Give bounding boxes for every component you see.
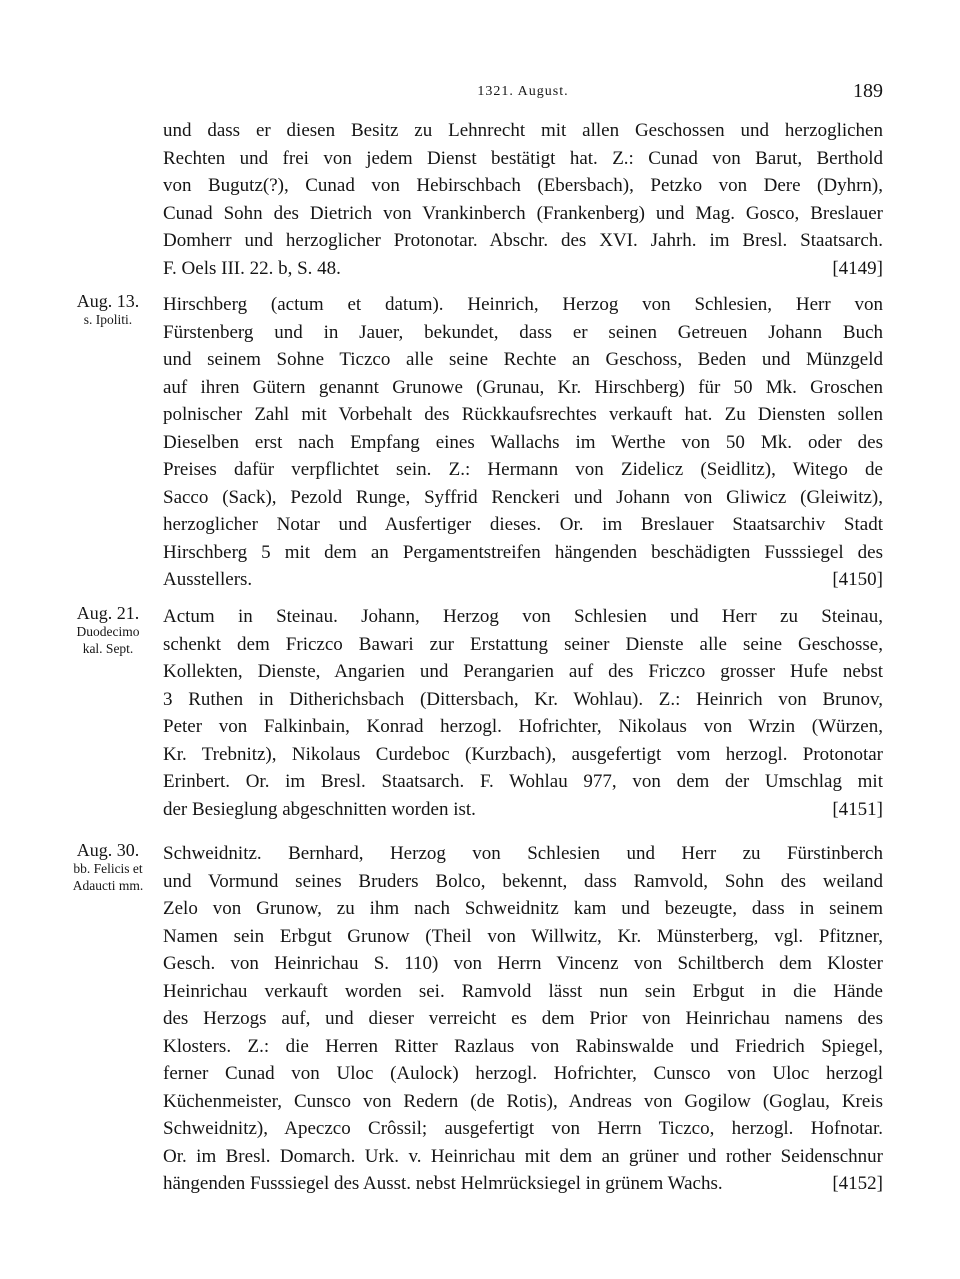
text-line: Fürstenberg und in Jauer, bekundet, dass er seinen Getreuen Johann Buch <box>163 321 883 343</box>
entry-number: [4149] <box>832 257 883 279</box>
margin-note <box>60 603 156 657</box>
margin-date: Aug. 13. <box>76 291 140 311</box>
text-line-last <box>163 1170 883 1198</box>
text-line: 3 Ruthen in Ditherichsbach (Dittersbach, Kr. Wohlau). Z.: Heinrich von Brunov, <box>163 688 883 710</box>
header-title: 1321. August. <box>477 84 569 99</box>
text-line: und Vormund seines Bruders Bolco, bekennt, dass Ramvold, Sohn des weiland <box>163 870 883 892</box>
entry-number: [4152] <box>832 1173 883 1194</box>
text-line: Hirschberg 5 mit dem an Pergamentstreifen hängenden beschädigten Fusssiegel des <box>163 541 883 563</box>
page-number: 189 <box>853 80 883 102</box>
text-line: auf ihren Gütern genannt Grunowe (Grunau, Kr. Hirschberg) für 50 Mk. Groschen <box>163 376 883 398</box>
text-line: von Bugutz(?), Cunad von Hebirschbach (Ebersbach), Petzko von Dere (Dyhrn), <box>163 175 883 196</box>
text-line: herzoglicher Notar und Ausfertiger dieses. Or. im Breslauer Staatsarchiv Stadt <box>163 514 883 535</box>
text-line: polnischer Zahl mit Vorbehalt des Rückkaufsrechtes verkauft hat. Zu Diensten sollen <box>163 404 883 425</box>
entry-text <box>163 840 883 1198</box>
text-line-last <box>163 255 883 283</box>
text-line-last <box>163 566 883 594</box>
text-line: Kollekten, Dienste, Angarien und Perangarien auf des Friczco grosser Hufe nebst <box>163 661 883 682</box>
margin-feast: kal. Sept. <box>82 641 134 656</box>
text-line: Zelo von Grunow, zu ihm nach Schweidnitz kam und bezeugte, dass in seinem <box>163 898 883 919</box>
margin-note <box>60 291 156 328</box>
text-line: Rechten und frei von jedem Dienst bestätigt hat. Z.: Cunad von Barut, Berthold <box>163 147 883 169</box>
entry-number: [4151] <box>832 798 883 820</box>
text-line: Peter von Falkinbain, Konrad herzogl. Hofrichter, Nikolaus von Wrzin (Würzen, <box>163 716 883 737</box>
text-line: Preises dafür verpflichtet sein. Z.: Hermann von Zidelicz (Seidlitz), Witego de <box>163 459 883 480</box>
last-line-text: hängenden Fusssiegel des Ausst. nebst Helmrücksiegel in grünem Wachs. <box>163 1173 723 1194</box>
text-line: Cunad Sohn des Dietrich von Vrankinberch (Frankenberg) und Mag. Gosco, Breslauer <box>163 202 883 224</box>
text-line: Domherr und herzoglicher Protonotar. Abschr. des XVI. Jahrh. im Bresl. Staatsarch. <box>163 230 883 251</box>
entry-text <box>163 291 883 594</box>
text-line: Dieselben erst nach Empfang eines Wallachs im Werthe von 50 Mk. oder des <box>163 431 883 453</box>
running-header <box>163 80 883 104</box>
text-line: Schweidnitz), Apeczco Crôssil; ausgefertigt von Herrn Ticzco, herzogl. Hofnotar. <box>163 1118 883 1139</box>
text-line: Küchenmeister, Cunsco von Redern (de Rotis), Andreas von Gogilow (Goglau, Kreis <box>163 1090 883 1112</box>
margin-note <box>60 840 156 894</box>
margin-feast: Duodecimo <box>76 624 140 639</box>
text-line: und seinem Sohne Ticzco alle seine Rechte an Geschoss, Beden und Münzgeld <box>163 349 883 370</box>
entry-text <box>163 603 883 823</box>
text-line: Klosters. Z.: die Herren Ritter Razlaus von Rabinswalde und Friedrich Spiegel, <box>163 1035 883 1057</box>
text-line: Sacco (Sack), Pezold Runge, Syffrid Renckeri und Johann von Gliwicz (Gleiwitz), <box>163 486 883 508</box>
margin-feast: s. Ipoliti. <box>83 312 133 327</box>
margin-feast: Adaucti mm. <box>72 878 144 893</box>
text-line: ferner Cunad von Uloc (Aulock) herzogl. Hofrichter, Cunsco von Uloc herzogl <box>163 1063 883 1084</box>
margin-feast: bb. Felicis et <box>73 861 143 876</box>
text-line: Hirschberg (actum et datum). Heinrich, Herzog von Schlesien, Herr von <box>163 294 883 315</box>
entry-text <box>163 117 883 282</box>
text-line-last <box>163 796 883 824</box>
text-line: Kr. Trebnitz), Nikolaus Curdeboc (Kurzbach), ausgefertigt vom herzogl. Protonotar <box>163 743 883 765</box>
text-line: Namen sein Erbgut Grunow (Theil von Willwitz, Kr. Münsterberg, vgl. Pfitzner, <box>163 925 883 947</box>
entry-number: [4150] <box>832 569 883 590</box>
text-line: Actum in Steinau. Johann, Herzog von Schlesien und Herr zu Steinau, <box>163 606 883 627</box>
last-line-text: F. Oels III. 22. b, S. 48. <box>163 257 341 279</box>
text-line: Erinbert. Or. im Bresl. Staatsarch. F. Wohlau 977, von dem der Umschlag mit <box>163 771 883 792</box>
last-line-text: der Besieglung abgeschnitten worden ist. <box>163 798 476 820</box>
text-line: schenkt dem Friczco Bawari zur Erstattung seiner Dienste alle seine Geschosse, <box>163 633 883 655</box>
margin-date: Aug. 30. <box>76 840 140 860</box>
text-line: Gesch. von Heinrichau S. 110) von Herrn Vincenz von Schiltberch dem Kloster <box>163 953 883 974</box>
margin-date: Aug. 21. <box>76 603 140 623</box>
text-line: des Herzogs auf, und dieser verreicht es dem Prior von Heinrichau namens des <box>163 1008 883 1029</box>
text-line: Schweidnitz. Bernhard, Herzog von Schlesien und Herr zu Fürstinberch <box>163 843 883 864</box>
text-line: und dass er diesen Besitz zu Lehnrecht mit allen Geschossen und herzoglichen <box>163 120 883 141</box>
last-line-text: Ausstellers. <box>163 569 253 590</box>
text-line: Heinrichau verkauft worden sei. Ramvold lässt nun sein Erbgut in die Hände <box>163 980 883 1002</box>
text-line: Or. im Bresl. Domarch. Urk. v. Heinrichau mit dem an grüner und rother Seidenschnur <box>163 1145 883 1167</box>
